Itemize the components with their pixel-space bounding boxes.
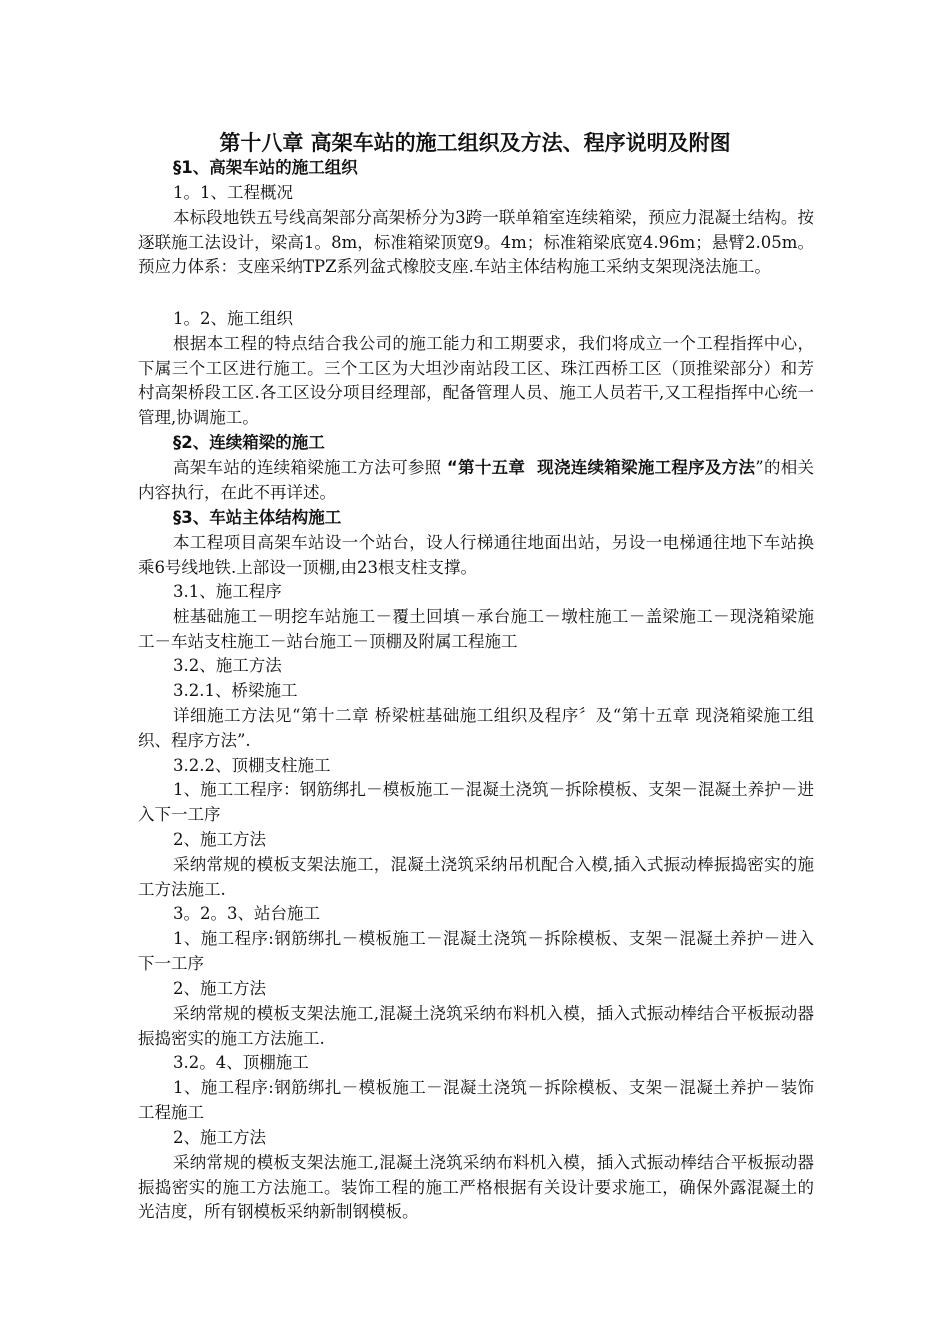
subsection-3-2-4-procedure: 1、施工程序:钢筋绑扎－模板施工－混凝土浇筑－拆除模板、支架－混凝土养护－装饰工程施工 (138, 1078, 814, 1122)
subsection-3-2-2-procedure: 1、施工工程序：钢筋绑扎－模板施工－混凝土浇筑－拆除模板、支架－混凝土养护－进入下一工序 (138, 780, 814, 824)
subsection-1-1-heading: 1。1、工程概况 (173, 183, 293, 202)
subsection-1-2-heading: 1。2、施工组织 (173, 309, 293, 328)
section-2-heading: §2、连续箱梁的施工 (173, 433, 325, 452)
subsection-3-2-3-method-heading: 2、施工方法 (173, 979, 266, 998)
subsection-1-1-paragraph: 本标段地铁五号线高架部分高架桥分为3跨一联单箱室连续箱梁，预应力混凝土结构。按逐联施工法设计，梁高1。8m，标准箱梁顶宽9。4m；标准箱梁底宽4.96m；悬臂2.05m。预应力体系：支座采纳TPZ系列盆式橡胶支座.车站主体结构施工采纳支架现浇法施工。 (138, 208, 814, 276)
section-2-text-end: ”的相关内容执行，在此不再详述。 (138, 458, 815, 502)
subsection-3-2-4-heading: 3.2。4、顶棚施工 (173, 1053, 309, 1072)
subsection-3-2-3-procedure: 1、施工程序:钢筋绑扎－模板施工－混凝土浇筑－拆除模板、支架－混凝土养护－进入下一工序 (138, 929, 814, 973)
subsection-1-2-paragraph: 根据本工程的特点结合我公司的施工能力和工期要求，我们将成立一个工程指挥中心，下属三个工区进行施工。三个工区为大坦沙南站段工区、珠江西桥工区（顶推梁部分）和芳村高架桥段工区.各工区设分项目经理部，配备管理人员、施工人员若干,又工程指挥中心统一管理,协调施工。 (138, 334, 814, 427)
subsection-3-2-4-method: 采纳常规的模板支架法施工,混凝土浇筑采纳布料机入模，插入式振动棒结合平板振动器振捣密实的施工方法施工。装饰工程的施工严格根据有关设计要求施工，确保外露混凝土的光洁度，所有钢模板采纳新制钢模板。 (138, 1153, 814, 1221)
section-2-reference: “第十五章 现浇连续箱梁施工程序及方法 (446, 458, 756, 477)
chapter-title: 第十八章 高架车站的施工组织及方法、程序说明及附图 (219, 131, 731, 155)
subsection-3-2-2-method: 采纳常规的模板支架法施工，混凝土浇筑采纳吊机配合入模,插入式振动棒振捣密实的施工方法施工. (138, 855, 814, 899)
subsection-3-2-2-method-heading: 2、施工方法 (173, 830, 266, 849)
section-1-heading: §1、高架车站的施工组织 (173, 158, 358, 177)
section-2-paragraph (138, 456, 814, 505)
subsection-3-2-4-method-heading: 2、施工方法 (173, 1128, 266, 1147)
subsection-3-2-3-heading: 3。2。3、站台施工 (173, 904, 320, 923)
subsection-3-2-3-method: 采纳常规的模板支架法施工,混凝土浇筑采纳布料机入模，插入式振动棒结合平板振动器振捣密实的施工方法施工. (138, 1004, 814, 1048)
section-3-paragraph: 本工程项目高架车站设一个站台，设人行梯通往地面出站，另设一电梯通往地下车站换乘6号线地铁.上部设一顶棚,由23根支柱支撑。 (138, 533, 814, 577)
subsection-3-1-heading: 3.1、施工程序 (173, 582, 282, 601)
subsection-3-2-1-heading: 3.2.1、桥梁施工 (173, 681, 298, 700)
section-3-heading: §3、车站主体结构施工 (173, 508, 342, 527)
subsection-3-2-1-paragraph: 详细施工方法见“第十二章 桥梁桩基础施工组织及程序〞及“第十五章 现浇箱梁施工组织、程序方法”. (138, 706, 814, 750)
subsection-3-1-paragraph: 桩基础施工－明挖车站施工－覆土回填－承台施工－墩柱施工－盖梁施工－现浇箱梁施工－车站支柱施工－站台施工－顶棚及附属工程施工 (138, 607, 814, 651)
subsection-3-2-2-heading: 3.2.2、顶棚支柱施工 (173, 756, 331, 775)
subsection-3-2-heading: 3.2、施工方法 (173, 656, 282, 675)
section-2-text-start: 高架车站的连续箱梁施工方法可参照 (173, 458, 447, 477)
